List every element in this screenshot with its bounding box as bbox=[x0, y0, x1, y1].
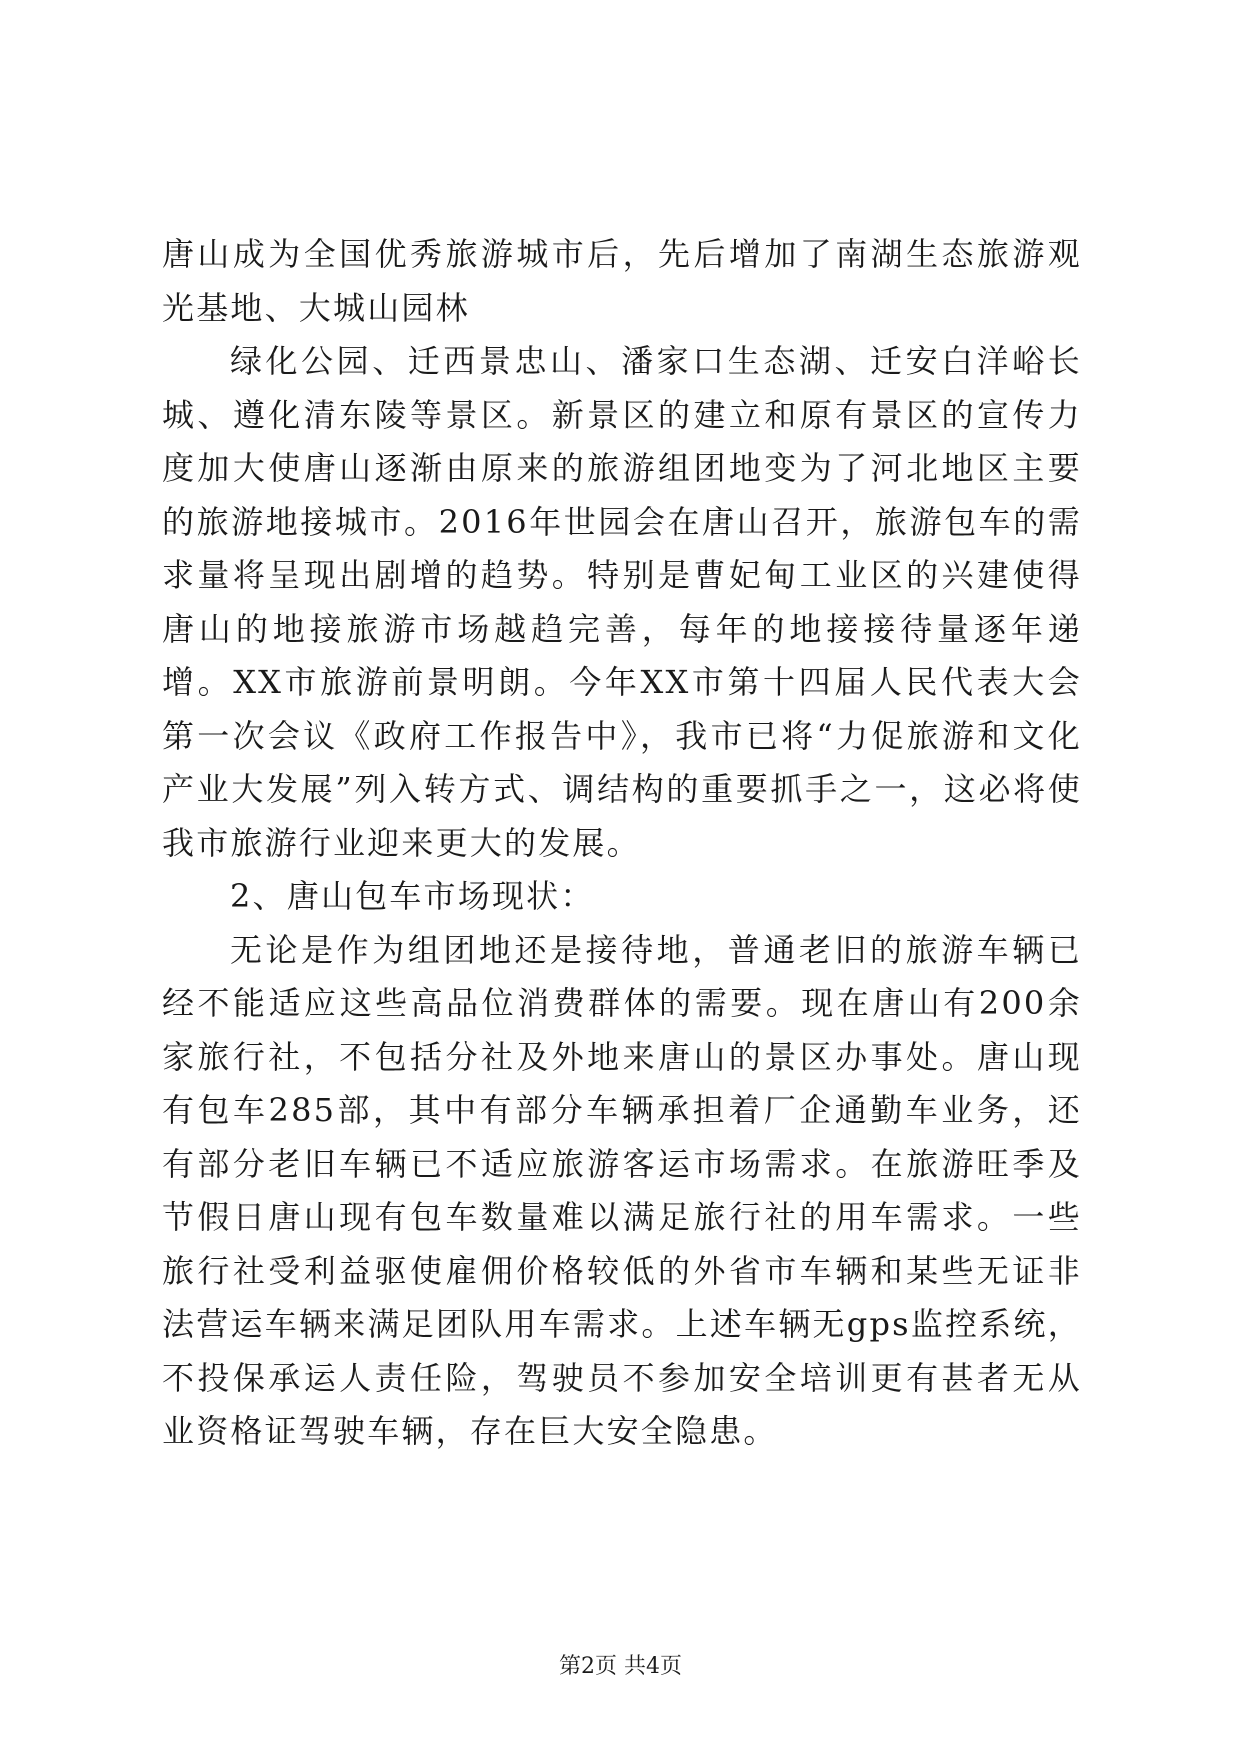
paragraph-2: 绿化公园、迁西景忠山、潘家口生态湖、迁安白洋峪长城、遵化清东陵等景区。新景区的建立和原有景区的宣传力度加大使唐山逐渐由原来的旅游组团地变为了河北地区主要的旅游地接城市。2016年世园会在唐山召开，旅游包车的需求量将呈现出剧增的趋势。特别是曹妃甸工业区的兴建使得唐山的地接旅游市场越趋完善，每年的地接接待量逐年递增。XX市旅游前景明朗。今年XX市第十四届人民代表大会第一次会议《政府工作报告中》，我市已将“力促旅游和文化产业大发展”列入转方式、调结构的重要抓手之一，这必将使我市旅游行业迎来更大的发展。 bbox=[162, 342, 1082, 862]
paragraph-3: 无论是作为组团地还是接待地，普通老旧的旅游车辆已经不能适应这些高品位消费群体的需要。现在唐山有200余家旅行社，不包括分社及外地来唐山的景区办事处。唐山现有包车285部，其中有部分车辆承担着厂企通勤车业务，还有部分老旧车辆已不适应旅游客运市场需求。在旅游旺季及节假日唐山现有包车数量难以满足旅行社的用车需求。一些旅行社受利益驱使雇佣价格较低的外省市车辆和某些无证非法营运车辆来满足团队用车需求。上述车辆无gps监控系统，不投保承运人责任险，驾驶员不参加安全培训更有甚者无从业资格证驾驶车辆，存在巨大安全隐患。 bbox=[162, 930, 1082, 1450]
section-heading: 2、唐山包车市场现状： bbox=[230, 877, 595, 915]
document-body bbox=[162, 228, 1082, 1459]
paragraph-1: 唐山成为全国优秀旅游城市后，先后增加了南湖生态旅游观光基地、大城山园林 bbox=[162, 235, 1082, 327]
page-number-footer: 第2页 共4页 bbox=[559, 1654, 682, 1679]
